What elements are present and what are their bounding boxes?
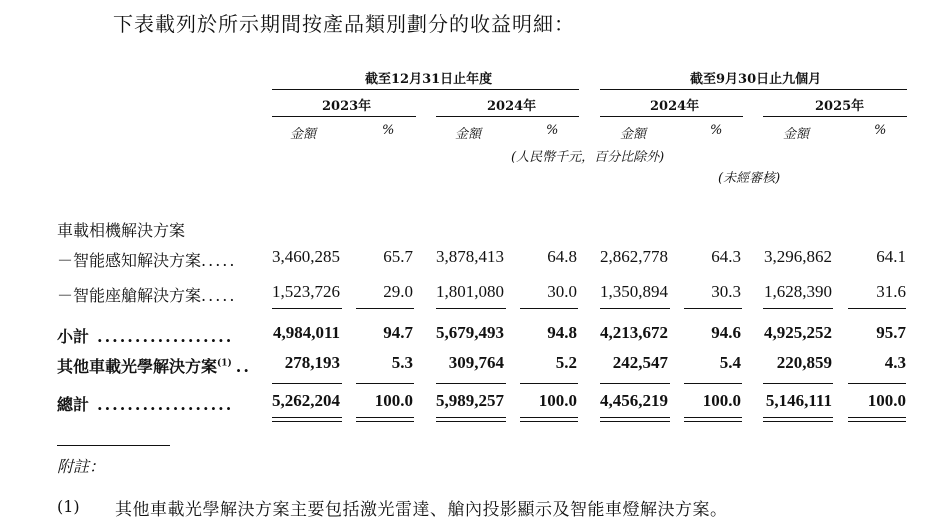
col-amount-1: 金額 xyxy=(290,127,317,142)
row-label-subtotal xyxy=(57,324,233,347)
intro-text: 下表載列於所示期間按產品類別劃分的收益明細： xyxy=(113,12,575,36)
group-header-nine-months: 截至9月30日止九個月 xyxy=(690,72,822,87)
subtotal-rule-6 xyxy=(684,308,742,309)
unit-note: (人民幣千元，百分比除外) xyxy=(511,150,665,165)
double-rule-2 xyxy=(356,417,414,422)
cell: 100.0 xyxy=(538,391,577,410)
double-rule-1 xyxy=(272,417,342,422)
cell: 278,193 xyxy=(284,353,340,372)
footnote-text: 其他車載光學解決方案主要包括激光雷達、艙內投影顯示及智能車燈解決方案。 xyxy=(115,500,728,520)
total-rule-6 xyxy=(684,383,742,384)
cell: 64.1 xyxy=(876,247,906,266)
group2-rule xyxy=(600,89,907,90)
year-rule-1 xyxy=(272,116,416,117)
leader-dots: ..... xyxy=(201,251,237,270)
cell: 1,350,894 xyxy=(600,282,668,301)
cell: 3,460,285 xyxy=(272,247,340,266)
footnote-ref: (1) xyxy=(217,358,232,369)
double-rule-6 xyxy=(684,417,742,422)
group1-rule xyxy=(272,89,579,90)
subtotal-rule-1 xyxy=(272,308,342,309)
cell: 1,523,726 xyxy=(272,282,340,301)
year-header-2024-a: 2024年 xyxy=(487,99,537,114)
row-label-other-optical xyxy=(57,354,251,377)
cell: 30.3 xyxy=(711,282,741,301)
cell: 5.4 xyxy=(719,353,741,372)
cell: 3,296,862 xyxy=(764,247,832,266)
cell: 5.2 xyxy=(555,353,577,372)
row-label-total xyxy=(57,392,233,415)
total-rule-2 xyxy=(356,383,414,384)
subtotal-rule-7 xyxy=(763,308,833,309)
row-label-smart-cockpit xyxy=(57,283,236,306)
col-amount-3: 金額 xyxy=(620,127,647,142)
leader-dots: .. xyxy=(235,357,251,376)
cell: 242,547 xyxy=(612,353,668,372)
col-pct-2: % xyxy=(546,123,559,138)
col-amount-4: 金額 xyxy=(783,127,810,142)
cell: 2,862,778 xyxy=(600,247,668,266)
row-label-text: 小計 xyxy=(57,327,90,346)
cell: 4,925,252 xyxy=(764,323,832,342)
cell: 65.7 xyxy=(383,247,413,266)
notes-separator xyxy=(57,445,170,446)
cell: 64.3 xyxy=(711,247,741,266)
cell: 29.0 xyxy=(383,282,413,301)
cell: 31.6 xyxy=(876,282,906,301)
leader-dots: .................. xyxy=(97,327,234,346)
cell: 1,801,080 xyxy=(436,282,504,301)
cell: 100.0 xyxy=(702,391,741,410)
unaudited-note: (未經審核) xyxy=(718,171,781,186)
cell: 94.8 xyxy=(547,323,577,342)
total-rule-5 xyxy=(600,383,670,384)
subtotal-rule-5 xyxy=(600,308,670,309)
cell: 100.0 xyxy=(867,391,906,410)
total-rule-8 xyxy=(848,383,906,384)
cell: 5,989,257 xyxy=(436,391,504,410)
cell: 5.3 xyxy=(391,353,413,372)
cell: 4,984,011 xyxy=(272,323,340,342)
cell: 94.7 xyxy=(383,323,413,342)
section-title: 車載相機解決方案 xyxy=(57,221,186,240)
cell: 95.7 xyxy=(876,323,906,342)
row-label-text: 其他車載光學解決方案 xyxy=(57,357,218,376)
cell: 5,146,111 xyxy=(765,391,832,410)
cell: 309,764 xyxy=(448,353,504,372)
cell: 100.0 xyxy=(374,391,413,410)
row-label-text: －智能感知解決方案 xyxy=(57,251,202,270)
year-header-2023: 2023年 xyxy=(322,99,372,114)
year-header-2024-b: 2024年 xyxy=(650,99,700,114)
year-rule-3 xyxy=(600,116,743,117)
year-rule-2 xyxy=(436,116,579,117)
col-pct-1: % xyxy=(382,123,395,138)
year-header-2025: 2025年 xyxy=(815,99,865,114)
notes-title: 附註： xyxy=(57,457,106,476)
cell: 220,859 xyxy=(776,353,832,372)
total-rule-7 xyxy=(763,383,833,384)
cell: 4,213,672 xyxy=(600,323,668,342)
row-label-text: －智能座艙解決方案 xyxy=(57,286,202,305)
row-label-text: 總計 xyxy=(57,395,90,414)
cell: 94.6 xyxy=(711,323,741,342)
row-label-smart-perception xyxy=(57,248,236,271)
group-header-year-ended: 截至12月31日止年度 xyxy=(365,72,493,87)
col-pct-4: % xyxy=(874,123,887,138)
footnote-marker: (1) xyxy=(57,497,80,516)
cell: 4,456,219 xyxy=(600,391,668,410)
cell: 1,628,390 xyxy=(764,282,832,301)
total-rule-4 xyxy=(520,383,578,384)
cell: 4.3 xyxy=(884,353,906,372)
leader-dots: .................. xyxy=(97,395,234,414)
double-rule-8 xyxy=(848,417,906,422)
cell: 3,878,413 xyxy=(436,247,504,266)
subtotal-rule-3 xyxy=(436,308,506,309)
double-rule-5 xyxy=(600,417,670,422)
double-rule-3 xyxy=(436,417,506,422)
double-rule-7 xyxy=(763,417,833,422)
year-rule-4 xyxy=(763,116,907,117)
double-rule-4 xyxy=(520,417,578,422)
total-rule-1 xyxy=(272,383,342,384)
col-pct-3: % xyxy=(710,123,723,138)
subtotal-rule-8 xyxy=(848,308,906,309)
col-amount-2: 金額 xyxy=(455,127,482,142)
subtotal-rule-4 xyxy=(520,308,578,309)
cell: 64.8 xyxy=(547,247,577,266)
total-rule-3 xyxy=(436,383,506,384)
leader-dots: ..... xyxy=(201,286,237,305)
cell: 5,262,204 xyxy=(272,391,340,410)
cell: 30.0 xyxy=(547,282,577,301)
cell: 5,679,493 xyxy=(436,323,504,342)
subtotal-rule-2 xyxy=(356,308,414,309)
